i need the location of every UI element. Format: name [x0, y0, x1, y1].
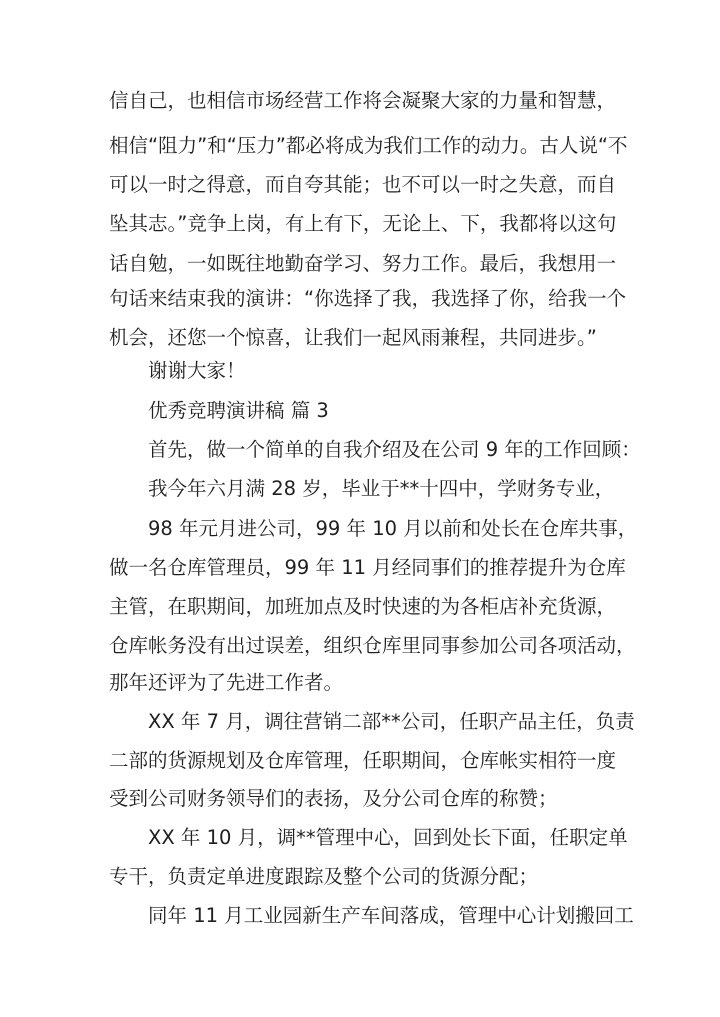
text-line: XX 年 10 月，调**管理中心，回到处长下面，任职定单 — [148, 826, 628, 849]
text-line: 我今年六月满 28 岁，毕业于**十四中，学财务专业， — [148, 477, 615, 500]
text-line: XX 年 7 月，调往营销二部**公司，任职产品主任，负责 — [148, 710, 635, 733]
text-line: 二部的货源规划及仓库管理，任职期间，仓库帐实相符一度 — [109, 749, 617, 772]
text-line: 话自勉，一如既往地勤奋学习、努力工作。最后，我想用一 — [109, 252, 617, 275]
text-line: 做一名仓库管理员，99 年 11 月经同事们的推荐提升为仓库 — [109, 556, 626, 579]
text-line: 首先，做一个简单的自我介绍及在公司 9 年的工作回顾： — [148, 438, 641, 461]
section-heading: 优秀竞聘演讲稿 篇 3 — [148, 399, 329, 422]
closing-thanks: 谢谢大家！ — [148, 359, 246, 382]
text-line: 相信“阻力”和“压力”都必将成为我们工作的动力。古人说“不 — [109, 134, 628, 157]
text-line: 信自己，也相信市场经营工作将会凝聚大家的力量和智慧， — [109, 89, 617, 112]
text-line: 主管，在职期间，加班加点及时快速的为各柜店补充货源， — [109, 595, 617, 618]
text-line: 受到公司财务领导们的表扬，及分公司仓库的称赞； — [109, 787, 558, 810]
text-line: 机会，还您一个惊喜，让我们一起风雨兼程，共同进步。” — [109, 326, 597, 349]
text-line: 坠其志。”竞争上岗，有上有下，无论上、下，我都将以这句 — [109, 212, 617, 235]
text-line: 同年 11 月工业园新生产车间落成，管理中心计划搬回工 — [148, 904, 634, 927]
text-line: 那年还评为了先进工作者。 — [109, 671, 344, 694]
text-line: 仓库帐务没有出过误差，组织仓库里同事参加公司各项活动， — [109, 634, 636, 657]
text-line: 98 年元月进公司，99 年 10 月以前和处长在仓库共事， — [148, 517, 638, 540]
text-line: 可以一时之得意，而自夸其能；也不可以一时之失意，而自 — [109, 173, 617, 196]
text-line: 专干，负责定单进度跟踪及整个公司的货源分配； — [109, 865, 539, 888]
text-line: 句话来结束我的演讲：“你选择了我，我选择了你，给我一个 — [109, 287, 627, 310]
